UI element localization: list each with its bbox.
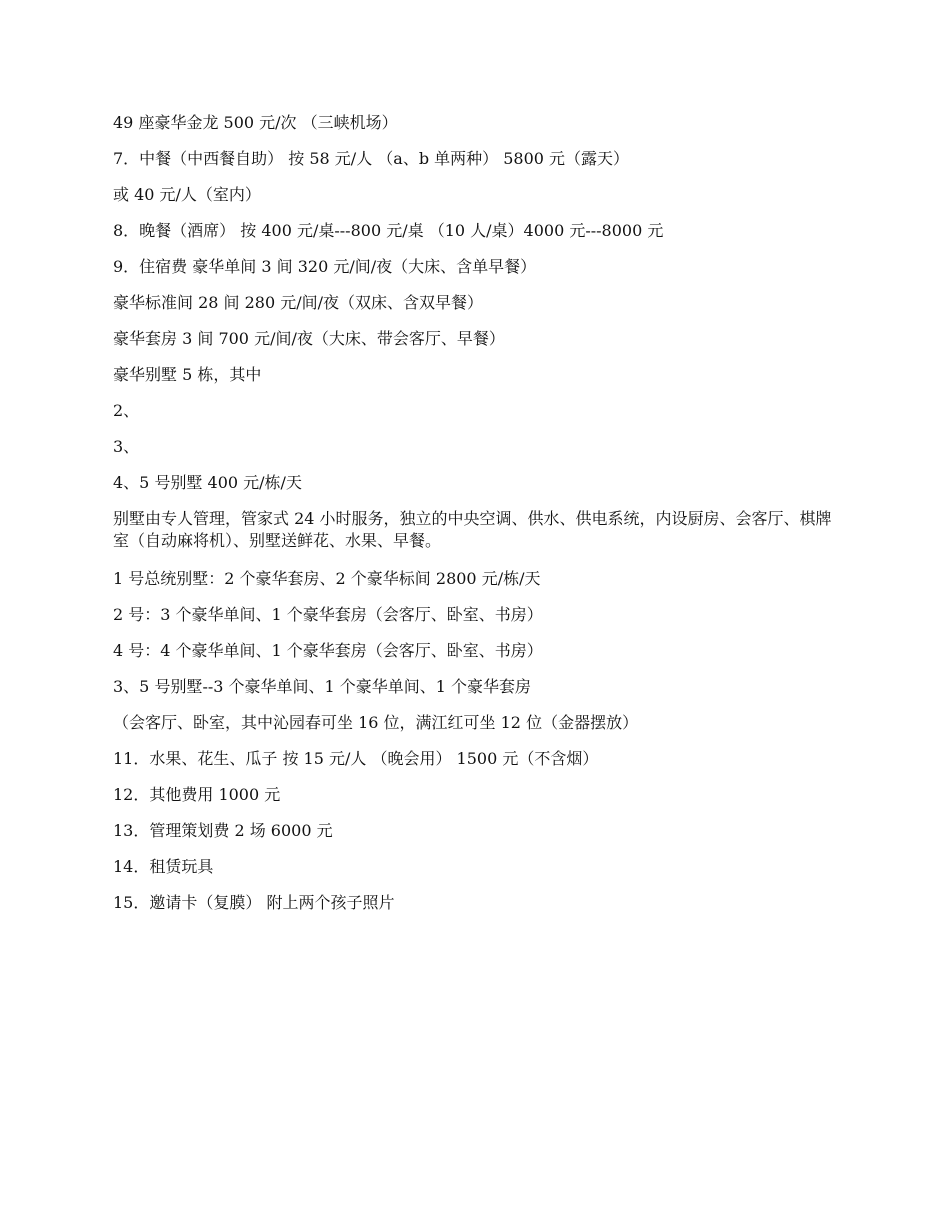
text-line-villa-note: （会客厅、卧室，其中沁园春可坐 16 位，满江红可坐 12 位（金器摆放）: [113, 713, 639, 732]
text-line-villa-3-5: 3、5 号别墅--3 个豪华单间、1 个豪华单间、1 个豪华套房: [113, 677, 532, 696]
text-line-villa: 豪华别墅 5 栋，其中: [113, 365, 262, 384]
text-line-invitation: 15．邀请卡（复膜） 附上两个孩子照片: [113, 893, 395, 912]
text-line-standard-room: 豪华标准间 28 间 280 元/间/夜（双床、含双早餐）: [113, 293, 484, 312]
text-line-bus: 49 座豪华金龙 500 元/次 （三峡机场）: [113, 113, 398, 132]
text-line-item-3: 3、: [113, 437, 140, 456]
text-line-dinner: 8．晚餐（酒席） 按 400 元/桌---800 元/桌 （10 人/桌）4000 元---8000 元: [113, 221, 664, 240]
text-line-lunch-indoor: 或 40 元/人（室内）: [113, 185, 261, 204]
text-line-villa-2: 2 号：3 个豪华单间、1 个豪华套房（会客厅、卧室、书房）: [113, 605, 543, 624]
document-body: [113, 110, 833, 926]
text-line-villa-1: 1 号总统别墅：2 个豪华套房、2 个豪华标间 2800 元/栋/天: [113, 569, 541, 588]
text-line-villa-4-5: 4、5 号别墅 400 元/栋/天: [113, 473, 302, 492]
text-line-other-fees: 12．其他费用 1000 元: [113, 785, 281, 804]
text-line-lunch: 7．中餐（中西餐自助） 按 58 元/人 （a、b 单两种） 5800 元（露天）: [113, 149, 630, 168]
text-line-planning-fee: 13．管理策划费 2 场 6000 元: [113, 821, 333, 840]
text-line-villa-4: 4 号：4 个豪华单间、1 个豪华套房（会客厅、卧室、书房）: [113, 641, 543, 660]
text-line-lodging: 9．住宿费 豪华单间 3 间 320 元/间/夜（大床、含单早餐）: [113, 257, 537, 276]
text-paragraph-villa-service: 别墅由专人管理，管家式 24 小时服务，独立的中央空调、供水、供电系统，内设厨房、会客厅、棋牌室（自动麻将机）、别墅送鲜花、水果、早餐。: [113, 509, 832, 550]
text-line-item-2: 2、: [113, 401, 140, 420]
text-line-toy-rental: 14．租赁玩具: [113, 857, 214, 876]
text-line-snacks: 11．水果、花生、瓜子 按 15 元/人 （晚会用） 1500 元（不含烟）: [113, 749, 599, 768]
text-line-suite: 豪华套房 3 间 700 元/间/夜（大床、带会客厅、早餐）: [113, 329, 505, 348]
